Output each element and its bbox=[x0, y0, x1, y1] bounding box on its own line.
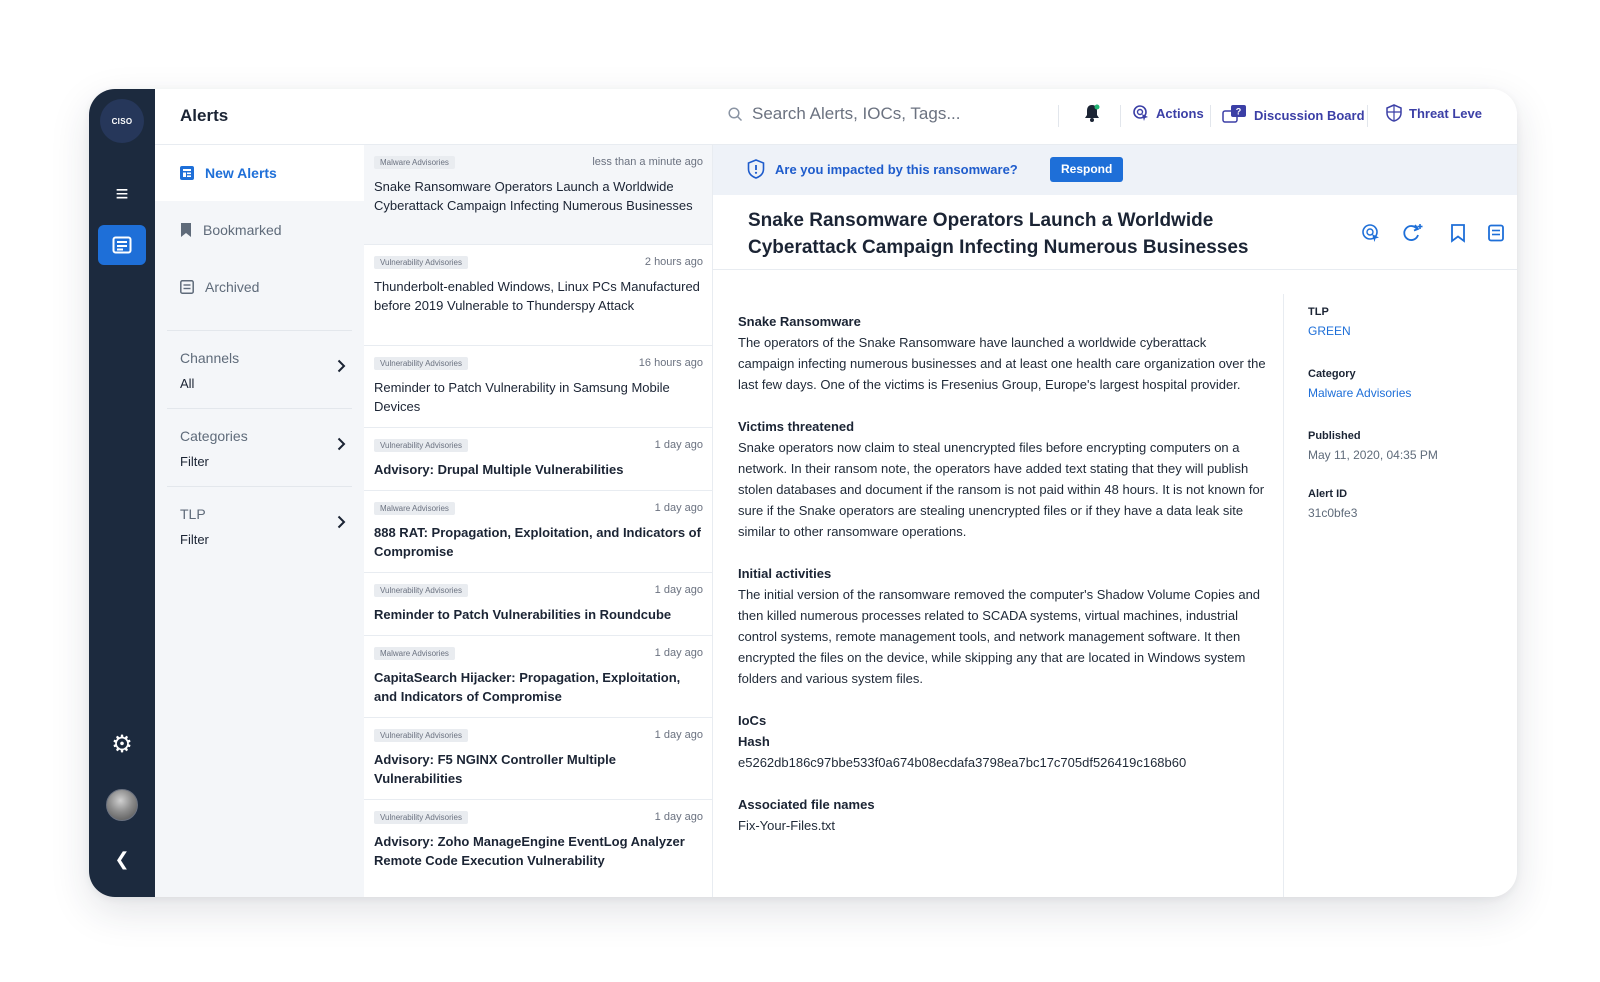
notifications-bell-icon[interactable] bbox=[1081, 102, 1103, 129]
alert-metadata bbox=[1308, 306, 1508, 550]
filter-label: Channels bbox=[180, 350, 240, 366]
alert-title: 888 RAT: Propagation, Exploitation, and Indicators of Compromise bbox=[374, 525, 701, 559]
category-badge: Malware Advisories bbox=[374, 156, 455, 169]
filter-tlp[interactable] bbox=[155, 506, 364, 584]
alert-time: less than a minute ago bbox=[592, 156, 703, 168]
iocs-heading: IoCs bbox=[738, 713, 767, 728]
actions-button[interactable]: Actions bbox=[1132, 104, 1204, 122]
section-heading: Snake Ransomware bbox=[738, 314, 861, 329]
category-value[interactable]: Malware Advisories bbox=[1308, 386, 1412, 400]
shield-alert-icon bbox=[747, 159, 765, 179]
divider bbox=[1210, 105, 1211, 127]
alert-list-item[interactable] bbox=[364, 573, 713, 636]
svg-text:?: ? bbox=[1235, 106, 1242, 117]
category-badge: Vulnerability Advisories bbox=[374, 729, 468, 742]
divider bbox=[713, 269, 1517, 270]
alert-list-item[interactable] bbox=[364, 491, 713, 573]
alert-list-item[interactable] bbox=[364, 428, 713, 491]
alert-list-item[interactable] bbox=[364, 145, 713, 245]
alert-list bbox=[364, 145, 713, 897]
search-box[interactable] bbox=[728, 104, 961, 124]
hash-value: e5262db186c97bbe533f0a674b08ecdafa3798ea7bc17c705df526419c168b60 bbox=[738, 755, 1187, 770]
filter-categories[interactable] bbox=[155, 428, 364, 506]
app-window bbox=[89, 89, 1517, 897]
nav-new-alerts[interactable]: New Alerts bbox=[155, 145, 364, 201]
detail-toolbar bbox=[1361, 223, 1505, 243]
category-badge: Malware Advisories bbox=[374, 647, 455, 660]
respond-button[interactable]: Respond bbox=[1050, 157, 1123, 182]
category-badge: Vulnerability Advisories bbox=[374, 584, 468, 597]
alert-detail-title: Snake Ransomware Operators Launch a Worldwide Cyberattack Campaign Infecting Numerous Businesses bbox=[748, 210, 1249, 258]
settings-gear-icon[interactable]: ⚙ bbox=[111, 731, 133, 758]
alert-list-item[interactable] bbox=[364, 718, 713, 800]
category-badge: Vulnerability Advisories bbox=[374, 357, 468, 370]
divider bbox=[1058, 105, 1059, 127]
actions-icon bbox=[1132, 104, 1150, 122]
divider bbox=[1283, 294, 1284, 897]
divider bbox=[167, 486, 352, 487]
collapse-icon[interactable]: ❮ bbox=[114, 849, 130, 869]
filter-channels[interactable] bbox=[155, 350, 364, 428]
category-badge: Malware Advisories bbox=[374, 502, 455, 515]
bookmark-icon[interactable] bbox=[1449, 223, 1467, 243]
app-logo[interactable]: CISO bbox=[100, 99, 144, 143]
category-label: Category bbox=[1308, 368, 1356, 380]
new-alerts-icon bbox=[180, 166, 194, 180]
menu-icon[interactable]: ≡ bbox=[115, 181, 129, 206]
alert-title: Reminder to Patch Vulnerabilities in Roundcube bbox=[374, 607, 672, 622]
alerts-list-icon bbox=[112, 236, 132, 254]
section-heading: Victims threatened bbox=[738, 419, 855, 434]
divider bbox=[1120, 105, 1121, 127]
alert-title: Snake Ransomware Operators Launch a Worldwide Cyberattack Campaign Infecting Numerous Businesses bbox=[374, 179, 693, 213]
search-input[interactable]: Search Alerts, IOCs, Tags... bbox=[752, 104, 961, 123]
filter-value: All bbox=[180, 376, 195, 391]
user-avatar[interactable] bbox=[106, 789, 138, 821]
top-bar bbox=[155, 89, 1517, 145]
alert-title: Thunderbolt-enabled Windows, Linux PCs Manufactured before 2019 Vulnerable to Thunderspy Attack bbox=[374, 279, 700, 313]
filter-label: Categories bbox=[180, 428, 248, 444]
alert-title: Advisory: F5 NGINX Controller Multiple Vulnerabilities bbox=[374, 752, 616, 786]
alert-time: 1 day ago bbox=[654, 647, 703, 659]
icon-rail bbox=[89, 89, 155, 897]
section-text: The initial version of the ransomware removed the computer's Shadow Volume Copies and then killed numerous processes related to SCADA systems, virtual machines, industrial control systems, remote management tools, and network management software. It then encrypted the files on the device, while skipping any that are located in Windows system folders and various system files. bbox=[738, 587, 1261, 686]
files-heading: Associated file names bbox=[738, 797, 875, 812]
section-text: Snake operators now claim to steal unencrypted files before encrypting computers on a network. In their ransom note, the operators have added text stating that they will publish stolen databases and document if the ransom is not paid within 48 hours. It is not known for sure if the Snake operators are stealing unencrypted files or if they have a data leak site similar to other ransomware operations. bbox=[738, 440, 1265, 539]
alert-list-item[interactable] bbox=[364, 245, 713, 346]
alert-time: 2 hours ago bbox=[644, 256, 703, 268]
alert-time: 16 hours ago bbox=[638, 357, 703, 369]
alert-title: Advisory: Zoho ManageEngine EventLog Analyzer Remote Code Execution Vulnerability bbox=[374, 834, 685, 868]
category-badge: Vulnerability Advisories bbox=[374, 811, 468, 824]
chevron-right-icon bbox=[337, 515, 346, 529]
alert-time: 1 day ago bbox=[654, 502, 703, 514]
discussion-board-button[interactable]: ? Discussion Board bbox=[1222, 104, 1365, 126]
threat-level-button[interactable]: Threat Leve bbox=[1385, 104, 1482, 122]
chevron-right-icon bbox=[337, 437, 346, 451]
category-badge: Vulnerability Advisories bbox=[374, 256, 468, 269]
page-title: Alerts bbox=[180, 106, 229, 125]
section-text: The operators of the Snake Ransomware have launched a worldwide cyberattack campaign infecting numerous businesses and at least one health care organization over the last few days. One of the victims is Fresenius Group, Europe's largest hospital provider. bbox=[738, 335, 1266, 392]
alert-list-item[interactable] bbox=[364, 346, 713, 428]
divider bbox=[167, 330, 352, 331]
alert-title: Advisory: Drupal Multiple Vulnerabilities bbox=[374, 462, 624, 477]
nav-bookmarked[interactable]: Bookmarked bbox=[155, 202, 364, 258]
alert-time: 1 day ago bbox=[654, 811, 703, 823]
tlp-label: TLP bbox=[1308, 306, 1329, 318]
notes-icon[interactable] bbox=[1487, 223, 1505, 243]
alert-title: CapitaSearch Hijacker: Propagation, Exploitation, and Indicators of Compromise bbox=[374, 670, 681, 704]
alerts-nav bbox=[155, 145, 364, 897]
filter-label: TLP bbox=[180, 506, 206, 522]
published-value: May 11, 2020, 04:35 PM bbox=[1308, 448, 1438, 462]
alert-body bbox=[738, 311, 1266, 836]
category-badge: Vulnerability Advisories bbox=[374, 439, 468, 452]
alert-time: 1 day ago bbox=[654, 439, 703, 451]
filter-value: Filter bbox=[180, 454, 209, 469]
alert-time: 1 day ago bbox=[654, 584, 703, 596]
chevron-right-icon bbox=[337, 359, 346, 373]
alert-list-item[interactable] bbox=[364, 800, 713, 897]
bookmark-icon bbox=[180, 223, 192, 237]
discussion-icon bbox=[1222, 104, 1248, 126]
refresh-icon[interactable] bbox=[1401, 223, 1423, 243]
section-heading: Initial activities bbox=[738, 566, 832, 581]
impact-question: Are you impacted by this ransomware? bbox=[747, 159, 1018, 179]
actions-icon[interactable] bbox=[1361, 223, 1381, 243]
alerts-nav-button[interactable] bbox=[98, 225, 146, 265]
alert-id-label: Alert ID bbox=[1308, 488, 1348, 500]
tlp-value[interactable]: GREEN bbox=[1308, 324, 1351, 338]
divider bbox=[1367, 105, 1368, 127]
search-icon bbox=[728, 107, 743, 122]
hash-label: Hash bbox=[738, 734, 770, 749]
published-label: Published bbox=[1308, 430, 1361, 442]
nav-archived[interactable]: Archived bbox=[155, 259, 364, 315]
alert-title: Reminder to Patch Vulnerability in Samsung Mobile Devices bbox=[374, 380, 670, 414]
shield-icon bbox=[1385, 104, 1403, 122]
filter-value: Filter bbox=[180, 532, 209, 547]
alert-detail bbox=[713, 145, 1517, 897]
alert-time: 1 day ago bbox=[654, 729, 703, 741]
archive-icon bbox=[180, 280, 194, 294]
divider bbox=[167, 408, 352, 409]
files-value: Fix-Your-Files.txt bbox=[738, 818, 836, 833]
alert-list-item[interactable] bbox=[364, 636, 713, 718]
alert-id-value: 31c0bfe3 bbox=[1308, 506, 1358, 520]
impact-banner bbox=[713, 145, 1517, 195]
